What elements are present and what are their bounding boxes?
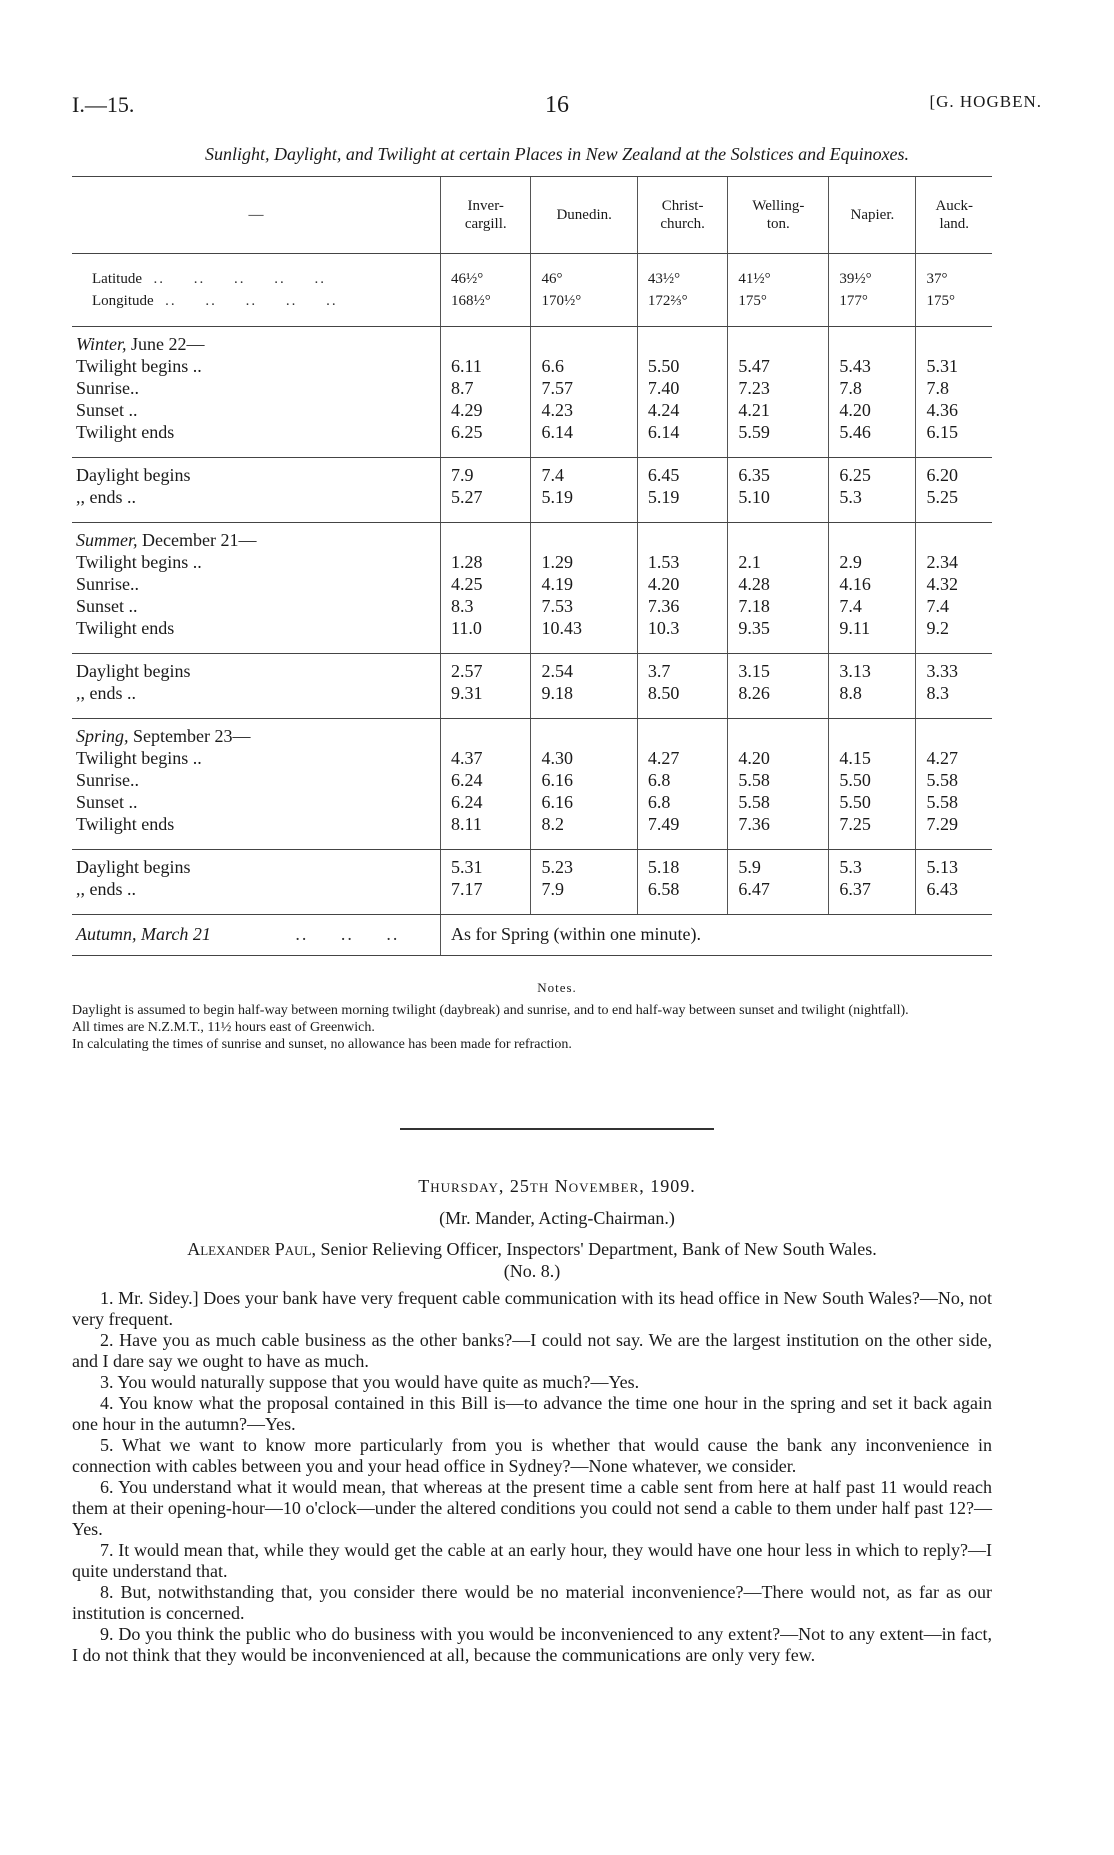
- cell-value: 7.9: [531, 878, 637, 900]
- cell-value: 6.35: [728, 458, 829, 487]
- cell-value: [829, 900, 916, 915]
- cell-value: 6.8: [637, 791, 727, 813]
- question-answer: 2. Have you as much cable business as the other banks?—I could not say. We are the largest institution on the other side, and I dare say we ought to have as much.: [72, 1330, 992, 1371]
- row-label: Latitude .. .. .. .. ..: [92, 271, 326, 287]
- row-label: Twilight ends: [76, 422, 175, 442]
- cell-value: 5.43: [829, 355, 916, 377]
- session-date: Thursday, 25th November, 1909.: [418, 1176, 696, 1196]
- cell-value: [637, 719, 727, 748]
- cell-value: [637, 639, 727, 654]
- cell-value: 5.19: [531, 486, 637, 508]
- cell-value: 6.43: [916, 878, 992, 900]
- cell-value: [637, 704, 727, 719]
- evidence-questions: [72, 1288, 992, 1666]
- cell-value: 2.57: [441, 654, 531, 683]
- row-label: [72, 508, 441, 523]
- question-answer: 6. You understand what it would mean, that whereas at the present time a cable sent from here at half past 11 would reach them at their opening-hour—10 o'clock—under the altered conditions you could not send a cable to them under half past 12?—Yes.: [72, 1477, 992, 1539]
- cell-value: [728, 639, 829, 654]
- cell-value: 4.28: [728, 573, 829, 595]
- row-label: [72, 835, 441, 850]
- table-title: Sunlight, Daylight, and Twilight at certain Places in New Zealand at the Solstices and Equinoxes.: [204, 144, 910, 164]
- cell-value: 5.25: [916, 486, 992, 508]
- cell-value: 8.50: [637, 682, 727, 704]
- cell-value: 5.3: [829, 486, 916, 508]
- cell-value: 5.31: [916, 355, 992, 377]
- question-answer: 9. Do you think the public who do business with you would be inconvenienced to any extent?—Not to any extent—in fact, I do not think that they would be inconvenienced at all, because the communications are only very few.: [72, 1624, 992, 1665]
- cell-value: 4.15: [829, 747, 916, 769]
- page-author: [G. HOGBEN.: [929, 92, 1042, 111]
- witness-description: , Senior Relieving Officer, Inspectors' Department, Bank of New South Wales.: [311, 1239, 877, 1259]
- cell-value: 7.4: [531, 458, 637, 487]
- table-row: [72, 791, 992, 813]
- row-label: Twilight ends: [76, 618, 175, 638]
- cell-value: 1.29: [531, 551, 637, 573]
- row-label: [72, 704, 441, 719]
- cell-value: 5.31: [441, 850, 531, 879]
- cell-value: 6.14: [531, 421, 637, 443]
- cell-value: 4.32: [916, 573, 992, 595]
- cell-value: 10.3: [637, 617, 727, 639]
- cell-value: [441, 835, 531, 850]
- cell-value: [829, 835, 916, 850]
- cell-value: [441, 508, 531, 523]
- cell-value: [441, 704, 531, 719]
- cell-value: 5.59: [728, 421, 829, 443]
- cell-value: 2.9: [829, 551, 916, 573]
- row-label: Daylight begins: [76, 857, 191, 877]
- cell-value: 4.29: [441, 399, 531, 421]
- row-label: Sunrise..: [76, 378, 139, 398]
- row-label: Twilight begins ..: [76, 356, 202, 376]
- season-name: Spring,: [76, 726, 129, 746]
- row-label: Twilight begins ..: [76, 552, 202, 572]
- section-divider: [400, 1128, 714, 1130]
- cell-value: 6.15: [916, 421, 992, 443]
- cell-value: 7.57: [531, 377, 637, 399]
- cell-value: 5.46: [829, 421, 916, 443]
- cell-value: 4.27: [916, 747, 992, 769]
- cell-value: 4.20: [637, 573, 727, 595]
- cell-value: 5.27: [441, 486, 531, 508]
- cell-value: 9.18: [531, 682, 637, 704]
- cell-value: 8.8: [829, 682, 916, 704]
- cell-value: 6.25: [829, 458, 916, 487]
- cell-value: [728, 835, 829, 850]
- cell-value: 5.18: [637, 850, 727, 879]
- cell-value: [829, 443, 916, 458]
- cell-value: 3.7: [637, 654, 727, 683]
- cell-value: 5.50: [637, 355, 727, 377]
- autumn-note: As for Spring (within one minute).: [441, 915, 993, 956]
- cell-value: 5.58: [728, 791, 829, 813]
- cell-value: 4.20: [728, 747, 829, 769]
- cell-value: 8.11: [441, 813, 531, 835]
- autumn-row: Autumn, March 21 .. .. .. As for Spring (within one minute).: [72, 915, 992, 956]
- cell-value: 172⅔°: [637, 290, 727, 312]
- cell-value: [829, 639, 916, 654]
- note-line: All times are N.Z.M.T., 11½ hours east of Greenwich.: [72, 1020, 375, 1035]
- cell-value: 175°: [728, 290, 829, 312]
- cell-value: [531, 704, 637, 719]
- notes-title: Notes.: [537, 980, 577, 995]
- cell-value: 6.45: [637, 458, 727, 487]
- cell-value: [531, 639, 637, 654]
- question-answer: 8. But, notwithstanding that, you consider there would be no material inconvenience?—There would not, as far as our institution is concerned.: [72, 1582, 992, 1623]
- cell-value: 5.47: [728, 355, 829, 377]
- cell-value: 5.13: [916, 850, 992, 879]
- cell-value: 8.7: [441, 377, 531, 399]
- row-label: [72, 443, 441, 458]
- table-row: [72, 421, 992, 443]
- lat-row: [72, 290, 992, 312]
- autumn-label: Autumn, March 21: [76, 924, 211, 944]
- cell-value: 2.34: [916, 551, 992, 573]
- cell-value: 7.4: [829, 595, 916, 617]
- witness-line: [72, 1238, 992, 1282]
- question-answer: 3. You would naturally suppose that you would have quite as much?—Yes.: [100, 1372, 640, 1392]
- cell-value: 7.40: [637, 377, 727, 399]
- cell-value: 7.36: [637, 595, 727, 617]
- cell-value: [829, 704, 916, 719]
- page-series: I.—15.: [72, 92, 135, 117]
- cell-value: 46°: [531, 268, 637, 290]
- cell-value: 6.14: [637, 421, 727, 443]
- cell-value: [441, 900, 531, 915]
- row-label: Daylight begins: [76, 661, 191, 681]
- cell-value: 168½°: [441, 290, 531, 312]
- question-answer: 1. Mr. Sidey.] Does your bank have very frequent cable communication with its head office in New South Wales?—No, not very frequent.: [72, 1288, 992, 1329]
- row-label: Sunset ..: [76, 400, 138, 420]
- spacer-row: [72, 639, 992, 654]
- daylight-row: [72, 458, 992, 487]
- cell-value: 4.36: [916, 399, 992, 421]
- note-line: Daylight is assumed to begin half-way between morning twilight (daybreak) and sunrise, and to end half-way between sunset and twilight (nightfall).: [72, 1003, 909, 1018]
- cell-value: 177°: [829, 290, 916, 312]
- witness-number: (No. 8.): [503, 1261, 561, 1281]
- cell-value: [531, 719, 637, 748]
- cell-value: 2.1: [728, 551, 829, 573]
- cell-value: [441, 443, 531, 458]
- season-heading: [72, 327, 992, 356]
- spacer-row: [72, 704, 992, 719]
- table-row: [72, 813, 992, 835]
- row-label: Summer, December 21—: [76, 530, 257, 550]
- cell-value: 4.16: [829, 573, 916, 595]
- daylight-row: [72, 682, 992, 704]
- cell-value: [728, 443, 829, 458]
- table-corner: —: [72, 177, 441, 254]
- cell-value: 4.25: [441, 573, 531, 595]
- cell-value: 7.8: [829, 377, 916, 399]
- column-header: Dunedin.: [531, 177, 637, 254]
- table-row: [72, 769, 992, 791]
- cell-value: 7.25: [829, 813, 916, 835]
- cell-value: [728, 327, 829, 356]
- cell-value: 9.31: [441, 682, 531, 704]
- cell-value: [441, 719, 531, 748]
- table-row: [72, 617, 992, 639]
- row-label: [72, 639, 441, 654]
- cell-value: 46½°: [441, 268, 531, 290]
- cell-value: 41½°: [728, 268, 829, 290]
- cell-value: 5.58: [728, 769, 829, 791]
- cell-value: 5.3: [829, 850, 916, 879]
- cell-value: 4.27: [637, 747, 727, 769]
- cell-value: 4.20: [829, 399, 916, 421]
- column-header: Welling- ton.: [728, 177, 829, 254]
- cell-value: 8.2: [531, 813, 637, 835]
- cell-value: [829, 523, 916, 552]
- cell-value: 6.24: [441, 791, 531, 813]
- cell-value: [637, 508, 727, 523]
- cell-value: 39½°: [829, 268, 916, 290]
- cell-value: 11.0: [441, 617, 531, 639]
- cell-value: 5.50: [829, 791, 916, 813]
- cell-value: 7.9: [441, 458, 531, 487]
- cell-value: 4.37: [441, 747, 531, 769]
- question-answer: 4. You know what the proposal contained in this Bill is—to advance the time one hour in the spring and set it back again one hour in the autumn?—Yes.: [72, 1393, 992, 1434]
- cell-value: 43½°: [637, 268, 727, 290]
- cell-value: 7.23: [728, 377, 829, 399]
- cell-value: 6.25: [441, 421, 531, 443]
- cell-value: [637, 900, 727, 915]
- cell-value: [916, 704, 992, 719]
- cell-value: 9.2: [916, 617, 992, 639]
- season-sections: [72, 327, 992, 915]
- season-heading: [72, 719, 992, 748]
- cell-value: [531, 508, 637, 523]
- cell-value: [637, 443, 727, 458]
- cell-value: 6.24: [441, 769, 531, 791]
- cell-value: [728, 900, 829, 915]
- row-label: Longitude .. .. .. .. ..: [92, 293, 338, 309]
- cell-value: [916, 443, 992, 458]
- cell-value: [728, 704, 829, 719]
- notes: [72, 1002, 992, 1053]
- cell-value: 6.6: [531, 355, 637, 377]
- cell-value: 6.16: [531, 791, 637, 813]
- question-answer: 7. It would mean that, while they would get the cable at an early hour, they would have one hour less in which to reply?—I quite understand that.: [72, 1540, 992, 1581]
- spacer-row: [72, 835, 992, 850]
- table-row: [72, 595, 992, 617]
- cell-value: [916, 508, 992, 523]
- latitude-longitude-group: [72, 268, 992, 312]
- cell-value: 7.18: [728, 595, 829, 617]
- cell-value: [531, 835, 637, 850]
- cell-value: 2.54: [531, 654, 637, 683]
- cell-value: [728, 719, 829, 748]
- cell-value: [916, 835, 992, 850]
- spacer-row: [72, 900, 992, 915]
- cell-value: 5.19: [637, 486, 727, 508]
- daylight-row: [72, 654, 992, 683]
- cell-value: [531, 327, 637, 356]
- cell-value: [916, 900, 992, 915]
- spacer-row: [72, 508, 992, 523]
- cell-value: 6.8: [637, 769, 727, 791]
- row-label: ,, ends ..: [76, 487, 136, 507]
- cell-value: [916, 523, 992, 552]
- cell-value: 7.8: [916, 377, 992, 399]
- cell-value: 1.53: [637, 551, 727, 573]
- session-chair: (Mr. Mander, Acting-Chairman.): [439, 1208, 675, 1228]
- table-row: [72, 377, 992, 399]
- cell-value: 9.35: [728, 617, 829, 639]
- cell-value: 4.21: [728, 399, 829, 421]
- column-header: Inver- cargill.: [441, 177, 531, 254]
- cell-value: 170½°: [531, 290, 637, 312]
- row-label: ,, ends ..: [76, 879, 136, 899]
- cell-value: 8.3: [916, 682, 992, 704]
- season-heading: [72, 523, 992, 552]
- cell-value: 175°: [916, 290, 992, 312]
- column-header: Napier.: [829, 177, 916, 254]
- daylight-row: [72, 850, 992, 879]
- cell-value: [531, 443, 637, 458]
- cell-value: [728, 523, 829, 552]
- row-label: [72, 900, 441, 915]
- sunlight-table: [72, 176, 992, 956]
- cell-value: 4.30: [531, 747, 637, 769]
- cell-value: 5.50: [829, 769, 916, 791]
- row-label: Twilight ends: [76, 814, 175, 834]
- cell-value: [916, 327, 992, 356]
- cell-value: [728, 508, 829, 523]
- row-label: Sunset ..: [76, 792, 138, 812]
- spacer-row: [72, 443, 992, 458]
- season-name: Winter,: [76, 334, 127, 354]
- cell-value: 37°: [916, 268, 992, 290]
- cell-value: 6.20: [916, 458, 992, 487]
- cell-value: 5.9: [728, 850, 829, 879]
- season-name: Summer,: [76, 530, 138, 550]
- cell-value: 3.33: [916, 654, 992, 683]
- cell-value: 6.58: [637, 878, 727, 900]
- cell-value: [441, 523, 531, 552]
- row-label: Sunset ..: [76, 596, 138, 616]
- cell-value: 8.26: [728, 682, 829, 704]
- cell-value: [916, 639, 992, 654]
- cell-value: 7.36: [728, 813, 829, 835]
- daylight-row: [72, 878, 992, 900]
- cell-value: [637, 523, 727, 552]
- cell-value: 9.11: [829, 617, 916, 639]
- cell-value: [531, 900, 637, 915]
- cell-value: 6.47: [728, 878, 829, 900]
- cell-value: 6.16: [531, 769, 637, 791]
- cell-value: 1.28: [441, 551, 531, 573]
- row-label: Sunrise..: [76, 770, 139, 790]
- cell-value: 5.58: [916, 769, 992, 791]
- column-header: Auck- land.: [916, 177, 992, 254]
- cell-value: 4.24: [637, 399, 727, 421]
- table-row: [72, 747, 992, 769]
- cell-value: 3.15: [728, 654, 829, 683]
- cell-value: [441, 639, 531, 654]
- row-label: Daylight begins: [76, 465, 191, 485]
- question-answer: 5. What we want to know more particularly from you is whether that would cause the bank any inconvenience in connection with cables between you and your head office in Sydney?—None whatever, we consider.: [72, 1435, 992, 1476]
- cell-value: 5.23: [531, 850, 637, 879]
- row-label: ,, ends ..: [76, 683, 136, 703]
- cell-value: 5.58: [916, 791, 992, 813]
- cell-value: [637, 327, 727, 356]
- note-line: In calculating the times of sunrise and sunset, no allowance has been made for refraction.: [72, 1037, 572, 1052]
- cell-value: 7.4: [916, 595, 992, 617]
- cell-value: 7.53: [531, 595, 637, 617]
- cell-value: [531, 523, 637, 552]
- page-number: 16: [545, 92, 569, 118]
- table-row: [72, 573, 992, 595]
- daylight-row: [72, 486, 992, 508]
- cell-value: [829, 327, 916, 356]
- table-header-row: [72, 177, 992, 254]
- cell-value: [829, 508, 916, 523]
- row-label: Spring, September 23—: [76, 726, 251, 746]
- cell-value: 5.10: [728, 486, 829, 508]
- cell-value: 4.19: [531, 573, 637, 595]
- cell-value: [441, 327, 531, 356]
- row-label: Sunrise..: [76, 574, 139, 594]
- cell-value: 6.37: [829, 878, 916, 900]
- cell-value: 10.43: [531, 617, 637, 639]
- cell-value: 7.17: [441, 878, 531, 900]
- cell-value: 4.23: [531, 399, 637, 421]
- table-row: [72, 355, 992, 377]
- row-label: Twilight begins ..: [76, 748, 202, 768]
- table-row: [72, 399, 992, 421]
- cell-value: [637, 835, 727, 850]
- lat-row: [72, 268, 992, 290]
- cell-value: 8.3: [441, 595, 531, 617]
- witness-name: Alexander Paul: [187, 1239, 312, 1259]
- table-row: [72, 551, 992, 573]
- cell-value: 6.11: [441, 355, 531, 377]
- row-label: Winter, June 22—: [76, 334, 205, 354]
- cell-value: 3.13: [829, 654, 916, 683]
- cell-value: 7.49: [637, 813, 727, 835]
- column-header: Christ- church.: [637, 177, 727, 254]
- cell-value: [916, 719, 992, 748]
- cell-value: 7.29: [916, 813, 992, 835]
- cell-value: [829, 719, 916, 748]
